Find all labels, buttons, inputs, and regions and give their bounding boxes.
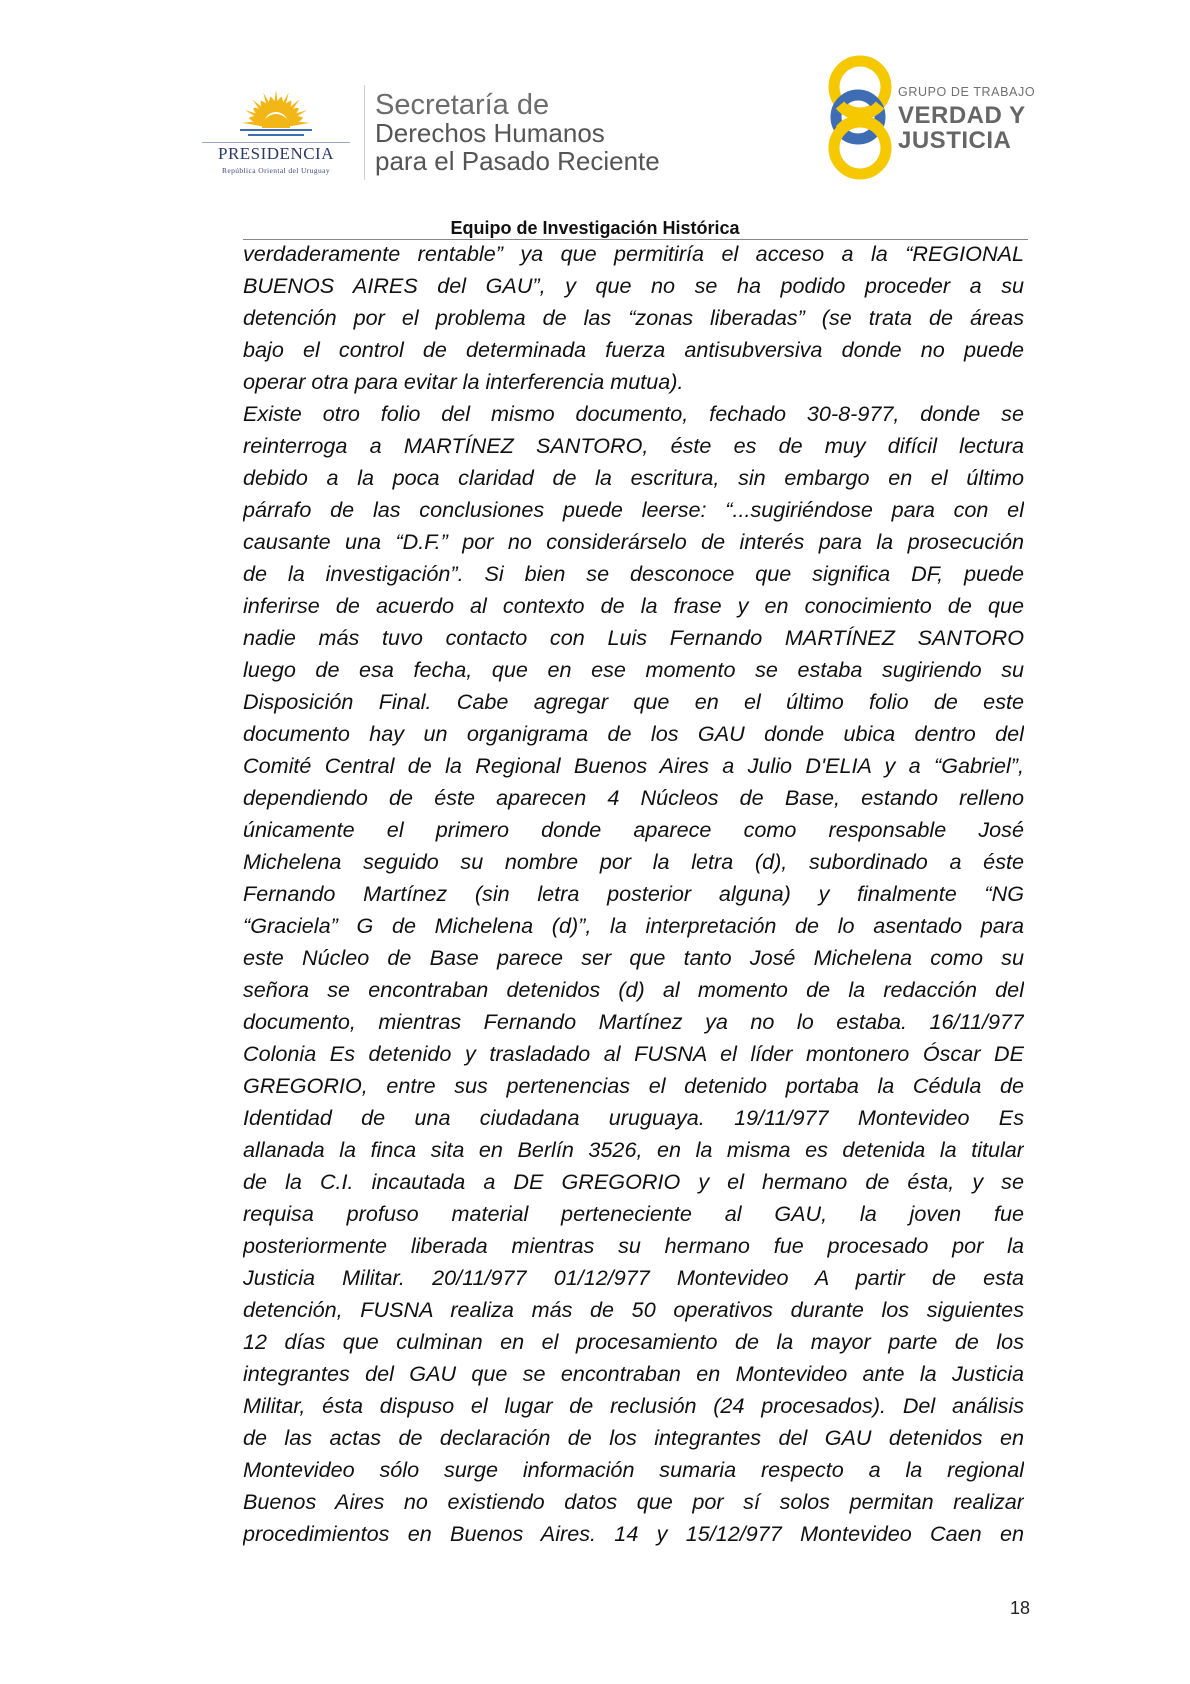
presidencia-rule (202, 142, 350, 143)
body-line: de la investigación”. Si bien se desconoce que significa DF, puede (243, 561, 1024, 586)
presidencia-logo (196, 82, 356, 182)
body-line: Fernando Martínez (sin letra posterior alguna) y finalmente “NG (243, 881, 1024, 906)
body-line: “Graciela” G de Michelena (d)”, la interpretación de lo asentado para (243, 913, 1024, 938)
body-line: párrafo de las conclusiones puede leerse: “...sugiriéndose para con el (243, 497, 1024, 522)
body-line: detención, FUSNA realiza más de 50 operativos durante los siguientes (243, 1297, 1024, 1322)
body-line: de la C.I. incautada a DE GREGORIO y el hermano de ésta, y se (243, 1169, 1024, 1194)
body-line: requisa profuso material perteneciente al GAU, la joven fue (243, 1201, 1024, 1226)
body-line: 12 días que culminan en el procesamiento de la mayor parte de los (243, 1329, 1024, 1354)
grupo-trabajo-line-2: VERDAD Y (898, 101, 1026, 129)
grupo-trabajo-logo-text (898, 86, 1058, 153)
body-line: Identidad de una ciudadana uruguaya. 19/11/977 Montevideo Es (243, 1105, 1024, 1130)
body-line: detención por el problema de las “zonas liberadas” (se trata de áreas (243, 305, 1024, 330)
body-line: allanada la finca sita en Berlín 3526, en la misma es detenida la titular (243, 1137, 1024, 1162)
body-text (243, 238, 1024, 1550)
body-line: Colonia Es detenido y trasladado al FUSNA el líder montonero Óscar DE (243, 1041, 1024, 1066)
page-number: 18 (1009, 1598, 1030, 1618)
body-line: Michelena seguido su nombre por la letra (d), subordinado a éste (243, 849, 1024, 874)
body-line: BUENOS AIRES del GAU”, y que no se ha podido proceder a su (243, 273, 1024, 298)
body-line: Comité Central de la Regional Buenos Aires a Julio D'ELIA y a “Gabriel”, (243, 753, 1024, 778)
body-line: únicamente el primero donde aparece como responsable José (243, 817, 1024, 842)
secretaria-logo-text (375, 90, 715, 175)
body-line: GREGORIO, entre sus pertenencias el detenido portaba la Cédula de (243, 1073, 1024, 1098)
grupo-trabajo-line-3: JUSTICIA (898, 126, 1012, 154)
body-line: señora se encontraban detenidos (d) al momento de la redacción del (243, 977, 1024, 1002)
grupo-trabajo-line-1: GRUPO DE TRABAJO (898, 85, 1036, 99)
body-line: Montevideo sólo surge información sumaria respecto a la regional (243, 1457, 1024, 1482)
body-line: procedimientos en Buenos Aires. 14 y 15/12/977 Montevideo Caen en (243, 1521, 1024, 1546)
secretaria-line-2: Derechos Humanos (375, 118, 605, 149)
presidencia-word: PRESIDENCIA (217, 144, 334, 163)
body-line: causante una “D.F.” por no considerárselo de interés para la prosecución (243, 529, 1024, 554)
body-line: este Núcleo de Base parece ser que tanto José Michelena como su (243, 945, 1024, 970)
body-line: Militar, ésta dispuso el lugar de reclusión (24 procesados). Del análisis (243, 1393, 1024, 1418)
body-line: Buenos Aires no existiendo datos que por sí solos permitan realizar (243, 1489, 1024, 1514)
body-line: debido a la poca claridad de la escritura, sin embargo en el último (243, 465, 1024, 490)
body-line: verdaderamente rentable” ya que permitiría el acceso a la “REGIONAL (243, 241, 1024, 266)
body-line: inferirse de acuerdo al contexto de la frase y en conocimiento de que (243, 593, 1024, 618)
secretaria-line-1: Secretaría de (375, 89, 550, 121)
secretaria-line-3: para el Pasado Reciente (375, 145, 660, 176)
body-line: posteriormente liberada mientras su hermano fue procesado por la (243, 1233, 1024, 1258)
body-line: Existe otro folio del mismo documento, fechado 30-8-977, donde se (243, 401, 1024, 426)
body-line: Disposición Final. Cabe agregar que en el último folio de este (243, 689, 1024, 714)
team-title: Equipo de Investigación Histórica (450, 218, 740, 238)
body-line: de las actas de declaración de los integrantes del GAU detenidos en (243, 1425, 1024, 1450)
page-header (0, 0, 1190, 240)
presidencia-subtitle: República Oriental del Uruguay (221, 166, 330, 175)
body-line: bajo el control de determinada fuerza antisubversiva donde no puede (243, 337, 1024, 362)
header-divider (364, 85, 365, 180)
body-line: nadie más tuvo contacto con Luis Fernando MARTÍNEZ SANTORO (243, 625, 1024, 650)
body-line: integrantes del GAU que se encontraban en Montevideo ante la Justicia (243, 1361, 1024, 1386)
body-line: reinterroga a MARTÍNEZ SANTORO, éste es de muy difícil lectura (243, 433, 1024, 458)
body-line: luego de esa fecha, que en ese momento se estaba sugiriendo su (243, 657, 1024, 682)
interlocking-rings-icon (818, 55, 898, 180)
body-line: operar otra para evitar la interferencia mutua). (243, 369, 684, 394)
body-line: Justicia Militar. 20/11/977 01/12/977 Montevideo A partir de esta (243, 1265, 1024, 1290)
body-line: documento hay un organigrama de los GAU donde ubica dentro del (243, 721, 1024, 746)
body-line: documento, mientras Fernando Martínez ya no lo estaba. 16/11/977 (243, 1009, 1024, 1034)
body-line: dependiendo de éste aparecen 4 Núcleos de Base, estando relleno (243, 785, 1024, 810)
